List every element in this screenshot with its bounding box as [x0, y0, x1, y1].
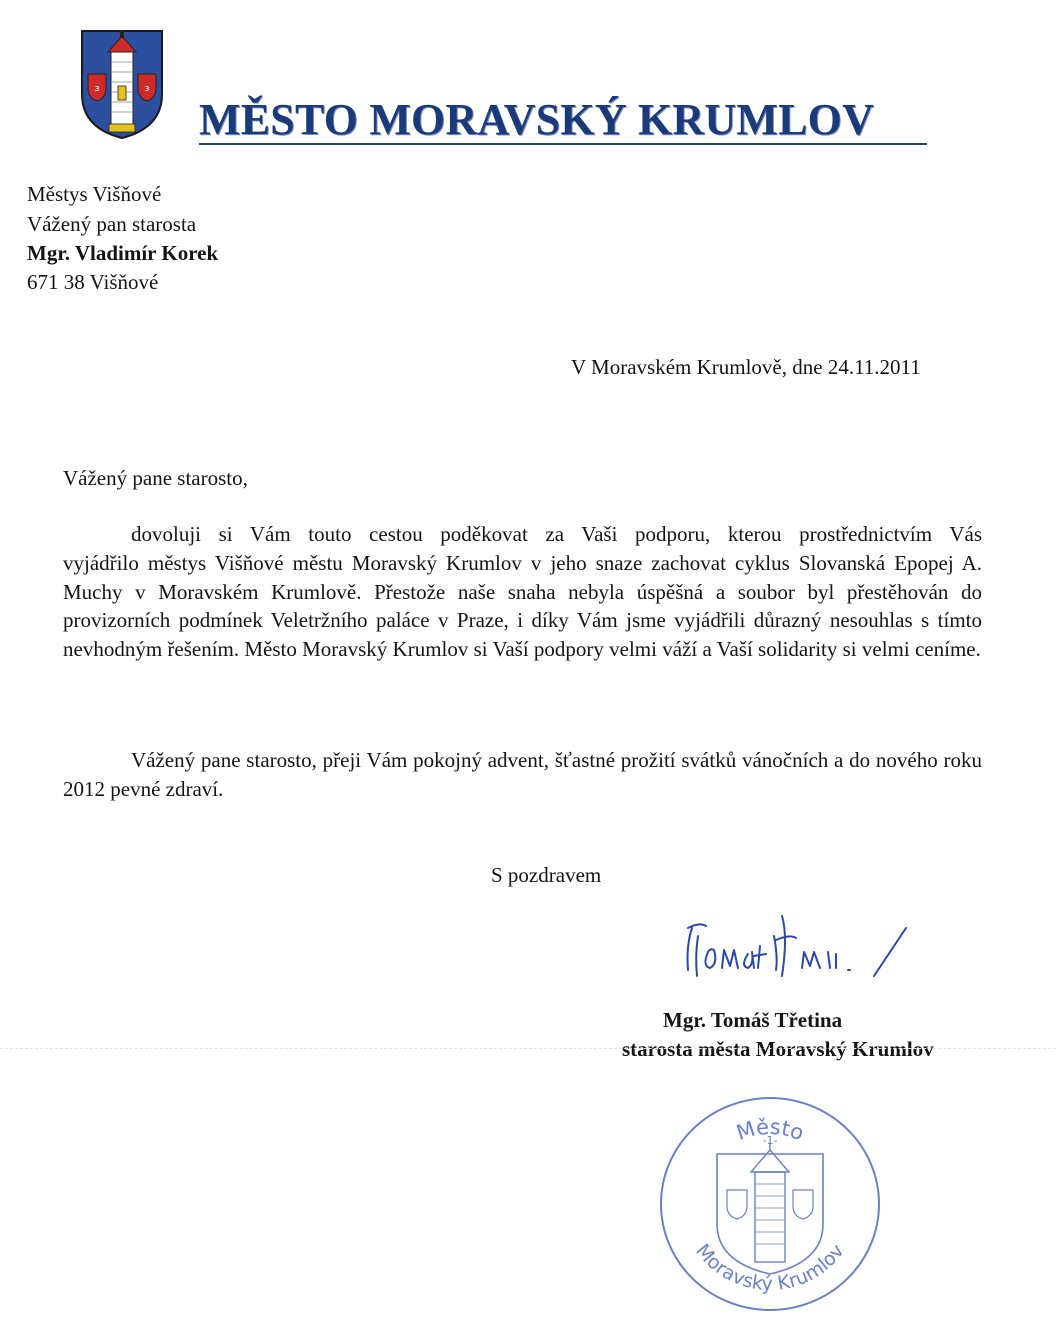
body-paragraph-2: Vážený pane starosto, přeji Vám pokojný advent, šťastné prožití svátků vánočních a do nového roku 2012 pevné zdraví.	[63, 748, 982, 801]
stamp-top-text: Město	[733, 1114, 808, 1146]
svg-text:ɜ: ɜ	[94, 84, 100, 94]
official-stamp	[655, 1092, 885, 1317]
body-paragraph-1-first-line: dovoluji si Vám touto cestou poděkovat za Vaši podporu, kterou prostřednictvím Vás	[131, 522, 982, 546]
recipient-line2: Vážený pan starosta	[27, 212, 197, 236]
closing: S pozdravem	[491, 863, 602, 887]
salutation: Vážený pane starosto,	[63, 466, 248, 490]
svg-text:ɜ: ɜ	[144, 84, 150, 94]
letterhead-rule	[199, 143, 927, 145]
coat-of-arms-icon	[79, 28, 165, 140]
stamp-bottom-text: Moravský Krumlov	[691, 1239, 849, 1296]
fold-line	[0, 1048, 1056, 1049]
date-line: V Moravském Krumlově, dne 24.11.2011	[571, 355, 921, 379]
stamp-number: -1-	[762, 1134, 778, 1147]
recipient-address: 671 38 Višňové	[27, 270, 159, 294]
recipient-line1: Městys Višňové	[27, 182, 162, 206]
signatory-title: starosta města Moravský Krumlov	[622, 1037, 934, 1061]
recipient-name: Mgr. Vladimír Korek	[27, 241, 219, 265]
letterhead-title: MĚSTO MORAVSKÝ KRUMLOV	[199, 95, 875, 144]
body-paragraph-1: vyjádřilo městys Višňové městu Moravský Krumlov v jeho snaze zachovat cyklus Slovanská Epopej A. Muchy v Moravském Krumlově. Přestože naše snaha nebyla úspěšná a soubor byl přestěhován do provizorních podmínek Veletržního paláce v Praze, i díky Vám jsme vyjádřili důrazný nesouhlas s tímto nevhodným řešením. Město Moravský Krumlov si Vaší podpory velmi váží a Vaší solidarity si velmi ceníme.	[63, 551, 982, 661]
handwritten-signature	[678, 906, 938, 990]
signatory-name: Mgr. Tomáš Třetina	[663, 1008, 843, 1032]
